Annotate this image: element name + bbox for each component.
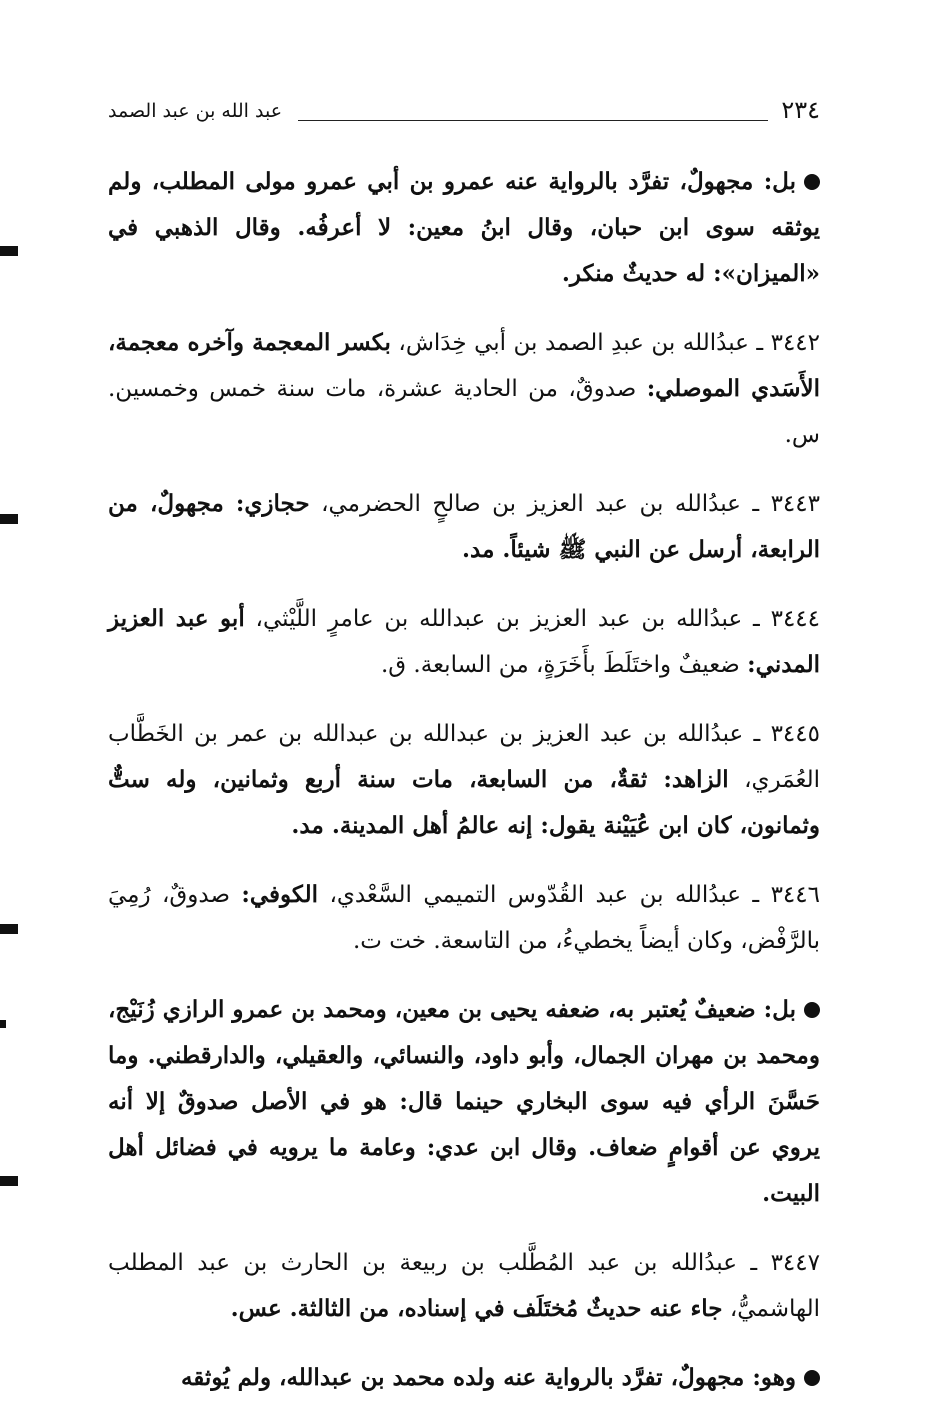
entry-number: ٣٤٤٧ [770,1250,820,1276]
biography-entry: ٣٤٤٤ ـ عبدُالله بن عبد العزيز بن عبدالله بن عامرٍ اللَّيْثي، أبو عبد العزيز المدني: ضعيفٌ واختَلَطَ بأَخَرَةٍ، من السابعة. ق. [108,605,821,678]
entry-name: عبدُالله بن عبد العزيز بن عبدالله بن عامرٍ اللَّيْثي، [255,606,743,632]
entry-bold-text: حجازي: مجهولٌ، من الرابعة، أرسل عن النبي ﷺ شيئاً. مد. [108,490,820,563]
entry-number: ٣٤٤٦ [770,882,820,908]
header-rule [298,120,768,121]
scan-mark [0,924,18,934]
entry-number: ٣٤٤٥ [770,721,820,747]
entry-number: ٣٤٤٤ [770,606,821,632]
entry-grade: صدوقٌ، رُمِيَ بالرَّفْض، وكان أيضاً يخطيءُ، من التاسعة. خت ت. [108,882,820,954]
running-title: عبد الله بن عبد الصمد [108,100,283,122]
page-number: ٢٣٤ [781,96,820,124]
page-body [108,136,820,1413]
entry-number: ٣٤٤٢ [770,330,821,356]
biography-entry: ٣٤٤٦ ـ عبدُالله بن عبد القُدّوس التميمي السَّعْدي، الكوفي: صدوقٌ، رُمِيَ بالرَّفْض، وكان أيضاً يخطيءُ، من التاسعة. خت ت. [108,881,820,954]
entry-bold-text: أبو عبد العزيز المدني: [108,605,820,678]
entry-bold-text: جاء عنه حديثٌ مُختَلَف في إسناده، من الثالثة. عس. [230,1295,723,1322]
bullet-icon [804,174,820,190]
scan-mark [0,1176,18,1186]
entry-number: ٣٤٤٣ [770,491,820,517]
scan-mark [0,514,18,524]
entry-bold-text: الكوفي: [241,881,319,908]
commentary-text: بل: ضعيفٌ يُعتبر به، ضعفه يحيى بن معين، ومحمد بن عمرو الرازي زُنَيْج، ومحمد بن مهران الجمال، وأبو داود، والنسائي، والعقيلي، والدارقطني. وما حَسَّنَ الرأي فيه سوى البخاري حينما قال: هو في الأصل صدوقٌ إلا أنه يروي عن أقوامٍ ضعاف. وقال ابن عدي: وعامة ما يرويه في فضائل أهل البيت. [108,996,820,1207]
entry-name: عبدُالله بن عبدِ الصمد بن أبي خِدَاش، [398,330,749,356]
scan-mark [0,246,18,256]
entry-name: عبدُالله بن عبد القُدّوس التميمي السَّعْدي، [329,882,742,908]
entry-grade: ضعيفٌ واختَلَطَ بأَخَرَةٍ، من السابعة. ق. [380,652,740,678]
commentary-paragraph [108,159,820,297]
commentary-text: بل: مجهولٌ، تفرَّد بالرواية عنه عمرو بن أبي عمرو مولى المطلب، ولم يوثقه سوى ابن حبان، وقال ابنُ معين: لا أعرفُه. وقال الذهبي في «الميزان»: له حديثٌ منكر. [108,168,820,287]
bullet-icon [804,1002,820,1018]
entry-name: عبدُالله بن عبد العزيز بن عبدالله بن عبدالله بن عمر بن الخَطَّاب العُمَري، [108,721,820,793]
commentary-paragraph [108,987,820,1217]
entry-grade: صدوقٌ، من الحادية عشرة، مات سنة خمس وخمسين. س. [108,376,820,448]
biography-entry: ٣٤٤٢ ـ عبدُالله بن عبدِ الصمد بن أبي خِدَاش، بكسر المعجمة وآخره معجمة، الأَسَدي الموصلي: صدوقٌ، من الحادية عشرة، مات سنة خمس وخمسين. س. [108,329,821,448]
scan-mark [0,1020,6,1028]
commentary-paragraph [108,1355,820,1401]
entry-name: عبدُالله بن عبد العزيز بن صالحٍ الحضرمي، [321,491,741,517]
biography-entry: ٣٤٤٥ ـ عبدُالله بن عبد العزيز بن عبدالله بن عبدالله بن عمر بن الخَطَّاب العُمَري، الزاهد: ثقةٌ، من السابعة، مات سنة أربع وثمانين، وله ستٌّ وثمانون، كان ابن عُيَيْنة يقول: إنه عالمُ أهل المدينة. مد. [108,721,820,839]
biography-entry: ٣٤٤٧ ـ عبدُالله بن عبد المُطَّلب بن ربيعة بن الحارث بن عبد المطلب الهاشميُّ، جاء عنه حديثٌ مُختَلَف في إسناده، من الثالثة. عس. [108,1250,820,1322]
entry-name: عبدُالله بن عبد المُطَّلب بن ربيعة بن الحارث بن عبد المطلب الهاشميُّ، [108,1250,820,1322]
bullet-icon [804,1370,820,1386]
commentary-text: وهو: مجهولٌ، تفرَّد بالرواية عنه ولده محمد بن عبدالله، ولم يُوثقه [180,1364,796,1391]
page-header [108,96,820,130]
entry-bold-text: الزاهد: ثقةٌ، من السابعة، مات سنة أربع وثمانين، وله ستٌّ وثمانون، كان ابن عُيَيْنة يقول: إنه عالمُ أهل المدينة. مد. [108,766,820,839]
entry-bold-text: بكسر المعجمة وآخره معجمة، الأَسَدي الموصلي: [108,329,820,402]
biography-entry: ٣٤٤٣ ـ عبدُالله بن عبد العزيز بن صالحٍ الحضرمي، حجازي: مجهولٌ، من الرابعة، أرسل عن النبي ﷺ شيئاً. مد. [108,490,820,563]
